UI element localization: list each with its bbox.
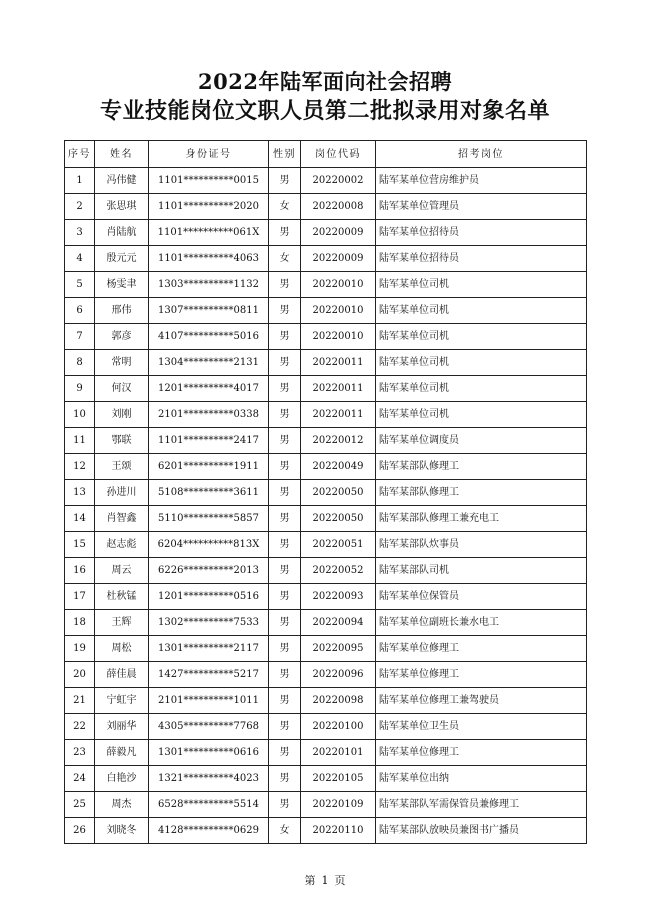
table-row <box>65 584 587 610</box>
cell-id-number: 4107**********5016 <box>149 324 269 350</box>
cell-no: 21 <box>65 688 95 714</box>
cell-post: 陆军某单位管理员 <box>376 194 587 220</box>
table-row <box>65 506 587 532</box>
cell-name: 邢伟 <box>95 298 149 324</box>
cell-gender: 男 <box>269 272 301 298</box>
cell-gender: 男 <box>269 714 301 740</box>
cell-no: 9 <box>65 376 95 402</box>
table-row <box>65 298 587 324</box>
cell-id-number: 1321**********4023 <box>149 766 269 792</box>
cell-post-code: 20220109 <box>301 792 376 818</box>
candidate-table <box>64 140 587 844</box>
cell-name: 张思琪 <box>95 194 149 220</box>
cell-post-code: 20220052 <box>301 558 376 584</box>
cell-id-number: 1301**********2117 <box>149 636 269 662</box>
table-row <box>65 454 587 480</box>
cell-id-number: 1101**********4063 <box>149 246 269 272</box>
cell-name: 杨雯聿 <box>95 272 149 298</box>
document-subtitle: 专业技能岗位文职人员第二批拟录用对象名单 <box>99 98 550 124</box>
cell-id-number: 6226**********2013 <box>149 558 269 584</box>
cell-id-number: 1427**********5217 <box>149 662 269 688</box>
cell-name: 周松 <box>95 636 149 662</box>
table-row <box>65 792 587 818</box>
cell-post-code: 20220009 <box>301 246 376 272</box>
cell-gender: 男 <box>269 636 301 662</box>
cell-post: 陆军某单位司机 <box>376 298 587 324</box>
cell-gender: 男 <box>269 454 301 480</box>
cell-post-code: 20220009 <box>301 220 376 246</box>
cell-name: 孙进川 <box>95 480 149 506</box>
cell-no: 2 <box>65 194 95 220</box>
cell-post: 陆军某单位司机 <box>376 272 587 298</box>
cell-no: 8 <box>65 350 95 376</box>
table-row <box>65 636 587 662</box>
page-number <box>0 872 650 888</box>
cell-name: 冯伟健 <box>95 168 149 194</box>
cell-post: 陆军某部队军需保管员兼修理工 <box>376 792 587 818</box>
cell-gender: 女 <box>269 246 301 272</box>
cell-post: 陆军某单位修理工 <box>376 740 587 766</box>
cell-gender: 男 <box>269 584 301 610</box>
cell-name: 薛佳晨 <box>95 662 149 688</box>
cell-id-number: 4128**********0629 <box>149 818 269 844</box>
cell-post: 陆军某单位调度员 <box>376 428 587 454</box>
cell-post: 陆军某单位营房维护员 <box>376 168 587 194</box>
cell-name: 周杰 <box>95 792 149 818</box>
document-title: 2022年陆军面向社会招聘 <box>198 69 452 94</box>
cell-post: 陆军某单位副班长兼水电工 <box>376 610 587 636</box>
cell-name: 周云 <box>95 558 149 584</box>
cell-post: 陆军某单位司机 <box>376 324 587 350</box>
table-row <box>65 220 587 246</box>
cell-post-code: 20220096 <box>301 662 376 688</box>
cell-gender: 男 <box>269 298 301 324</box>
cell-no: 19 <box>65 636 95 662</box>
column-header-no: 序号 <box>65 141 95 168</box>
cell-post-code: 20220100 <box>301 714 376 740</box>
cell-post-code: 20220050 <box>301 506 376 532</box>
cell-gender: 男 <box>269 376 301 402</box>
cell-gender: 男 <box>269 168 301 194</box>
cell-no: 15 <box>65 532 95 558</box>
cell-post: 陆军某单位卫生员 <box>376 714 587 740</box>
cell-id-number: 6528**********5514 <box>149 792 269 818</box>
cell-post: 陆军某单位修理工兼驾驶员 <box>376 688 587 714</box>
cell-no: 25 <box>65 792 95 818</box>
cell-post: 陆军某部队修理工 <box>376 480 587 506</box>
cell-id-number: 1304**********2131 <box>149 350 269 376</box>
cell-id-number: 1201**********0516 <box>149 584 269 610</box>
cell-no: 11 <box>65 428 95 454</box>
cell-no: 16 <box>65 558 95 584</box>
cell-no: 5 <box>65 272 95 298</box>
cell-post-code: 20220010 <box>301 324 376 350</box>
cell-no: 6 <box>65 298 95 324</box>
cell-no: 14 <box>65 506 95 532</box>
column-header-code: 岗位代码 <box>301 141 376 168</box>
table-row <box>65 194 587 220</box>
cell-post: 陆军某部队炊事员 <box>376 532 587 558</box>
cell-post: 陆军某单位修理工 <box>376 662 587 688</box>
cell-post: 陆军某单位出纳 <box>376 766 587 792</box>
cell-post: 陆军某单位招待员 <box>376 246 587 272</box>
cell-name: 杜秋锰 <box>95 584 149 610</box>
cell-post-code: 20220094 <box>301 610 376 636</box>
cell-post: 陆军某部队修理工兼充电工 <box>376 506 587 532</box>
table-row <box>65 168 587 194</box>
table-row <box>65 688 587 714</box>
cell-no: 20 <box>65 662 95 688</box>
cell-post: 陆军某单位司机 <box>376 350 587 376</box>
cell-post-code: 20220051 <box>301 532 376 558</box>
cell-post-code: 20220101 <box>301 740 376 766</box>
cell-post: 陆军某部队司机 <box>376 558 587 584</box>
cell-gender: 男 <box>269 220 301 246</box>
cell-no: 23 <box>65 740 95 766</box>
cell-post-code: 20220010 <box>301 272 376 298</box>
cell-no: 7 <box>65 324 95 350</box>
table-row <box>65 714 587 740</box>
table-row <box>65 428 587 454</box>
column-header-name: 姓名 <box>95 141 149 168</box>
column-header-gender: 性别 <box>269 141 301 168</box>
cell-name: 何汉 <box>95 376 149 402</box>
cell-gender: 男 <box>269 324 301 350</box>
cell-name: 郭彦 <box>95 324 149 350</box>
cell-name: 赵志彪 <box>95 532 149 558</box>
table-row <box>65 766 587 792</box>
cell-gender: 男 <box>269 740 301 766</box>
table-row <box>65 480 587 506</box>
cell-id-number: 1101**********061X <box>149 220 269 246</box>
cell-gender: 男 <box>269 532 301 558</box>
cell-post-code: 20220095 <box>301 636 376 662</box>
cell-id-number: 5110**********5857 <box>149 506 269 532</box>
table-row <box>65 558 587 584</box>
table-row <box>65 818 587 844</box>
cell-name: 刘晓冬 <box>95 818 149 844</box>
cell-name: 肖陆航 <box>95 220 149 246</box>
cell-id-number: 1301**********0616 <box>149 740 269 766</box>
cell-gender: 男 <box>269 610 301 636</box>
cell-id-number: 6204**********813X <box>149 532 269 558</box>
table-row <box>65 532 587 558</box>
cell-name: 薛毅凡 <box>95 740 149 766</box>
table-row <box>65 324 587 350</box>
cell-no: 22 <box>65 714 95 740</box>
cell-no: 3 <box>65 220 95 246</box>
cell-id-number: 5108**********3611 <box>149 480 269 506</box>
cell-name: 常明 <box>95 350 149 376</box>
cell-gender: 男 <box>269 428 301 454</box>
cell-post-code: 20220110 <box>301 818 376 844</box>
cell-gender: 男 <box>269 506 301 532</box>
cell-id-number: 1302**********7533 <box>149 610 269 636</box>
cell-post-code: 20220105 <box>301 766 376 792</box>
cell-no: 10 <box>65 402 95 428</box>
cell-name: 殷元元 <box>95 246 149 272</box>
cell-gender: 男 <box>269 350 301 376</box>
cell-id-number: 1307**********0811 <box>149 298 269 324</box>
column-header-id: 身份证号 <box>149 141 269 168</box>
cell-no: 13 <box>65 480 95 506</box>
table-row <box>65 272 587 298</box>
cell-name: 王颂 <box>95 454 149 480</box>
cell-name: 肖智鑫 <box>95 506 149 532</box>
table-row <box>65 402 587 428</box>
cell-post-code: 20220050 <box>301 480 376 506</box>
cell-name: 白艳沙 <box>95 766 149 792</box>
cell-no: 4 <box>65 246 95 272</box>
cell-post-code: 20220008 <box>301 194 376 220</box>
cell-no: 17 <box>65 584 95 610</box>
table-row <box>65 662 587 688</box>
cell-gender: 男 <box>269 558 301 584</box>
cell-gender: 男 <box>269 766 301 792</box>
cell-no: 18 <box>65 610 95 636</box>
cell-name: 王辉 <box>95 610 149 636</box>
cell-post-code: 20220002 <box>301 168 376 194</box>
cell-post-code: 20220010 <box>301 298 376 324</box>
cell-id-number: 1101**********2020 <box>149 194 269 220</box>
cell-name: 刘丽华 <box>95 714 149 740</box>
column-header-post: 招考岗位 <box>376 141 587 168</box>
cell-post-code: 20220098 <box>301 688 376 714</box>
cell-post: 陆军某部队放映员兼图书广播员 <box>376 818 587 844</box>
table-header-row <box>65 141 587 168</box>
table-row <box>65 376 587 402</box>
cell-post: 陆军某单位招待员 <box>376 220 587 246</box>
cell-post-code: 20220093 <box>301 584 376 610</box>
cell-gender: 男 <box>269 480 301 506</box>
cell-gender: 男 <box>269 688 301 714</box>
page-value: 1 <box>321 874 329 887</box>
cell-gender: 女 <box>269 818 301 844</box>
cell-id-number: 6201**********1911 <box>149 454 269 480</box>
cell-post: 陆军某单位司机 <box>376 402 587 428</box>
cell-name: 鄂联 <box>95 428 149 454</box>
cell-id-number: 2101**********1011 <box>149 688 269 714</box>
table-row <box>65 350 587 376</box>
cell-post-code: 20220011 <box>301 402 376 428</box>
cell-post: 陆军某单位修理工 <box>376 636 587 662</box>
page-suffix: 页 <box>334 874 346 887</box>
table-row <box>65 740 587 766</box>
cell-gender: 男 <box>269 402 301 428</box>
cell-id-number: 1303**********1132 <box>149 272 269 298</box>
cell-id-number: 1101**********2417 <box>149 428 269 454</box>
cell-id-number: 1101**********0015 <box>149 168 269 194</box>
cell-id-number: 4305**********7768 <box>149 714 269 740</box>
cell-no: 26 <box>65 818 95 844</box>
table-row <box>65 246 587 272</box>
cell-post-code: 20220011 <box>301 376 376 402</box>
cell-gender: 男 <box>269 792 301 818</box>
cell-no: 1 <box>65 168 95 194</box>
cell-post-code: 20220011 <box>301 350 376 376</box>
page-prefix: 第 <box>304 874 316 887</box>
cell-id-number: 1201**********4017 <box>149 376 269 402</box>
cell-post: 陆军某部队修理工 <box>376 454 587 480</box>
cell-no: 24 <box>65 766 95 792</box>
cell-post-code: 20220049 <box>301 454 376 480</box>
cell-post: 陆军某单位保管员 <box>376 584 587 610</box>
cell-post-code: 20220012 <box>301 428 376 454</box>
cell-post: 陆军某单位司机 <box>376 376 587 402</box>
cell-gender: 女 <box>269 194 301 220</box>
table-row <box>65 610 587 636</box>
cell-gender: 男 <box>269 662 301 688</box>
cell-no: 12 <box>65 454 95 480</box>
cell-name: 宁虹宇 <box>95 688 149 714</box>
cell-id-number: 2101**********0338 <box>149 402 269 428</box>
cell-name: 刘刚 <box>95 402 149 428</box>
